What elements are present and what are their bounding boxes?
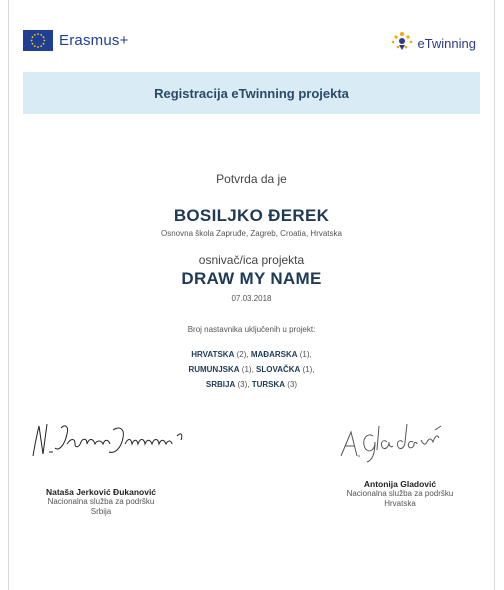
signer-right-name: Antonija Gladović	[363, 479, 437, 489]
signer-left-name: Nataša Jerković Đukanović	[45, 487, 157, 497]
project-date: 07.03.2018	[231, 294, 272, 303]
etwinning-star-icon	[389, 30, 415, 57]
signature-right	[337, 416, 457, 466]
erasmus-wordmark: Erasmus+	[59, 32, 129, 49]
country-list	[9, 347, 494, 392]
country-name: SRBIJA	[205, 380, 236, 389]
signature-left	[27, 418, 207, 464]
etwinning-wordmark: eTwinning	[417, 36, 476, 51]
signer-right-country: Hrvatska	[384, 499, 416, 508]
country-count: (1),	[302, 365, 315, 374]
title-banner	[23, 72, 480, 114]
signer-right-org: Nacionalna služba za podršku	[346, 489, 454, 498]
country-count: (2),	[236, 350, 249, 359]
country-count: (1),	[241, 365, 254, 374]
country-count: (3),	[237, 380, 250, 389]
header	[9, 0, 494, 68]
signer-left-country: Srbija	[90, 507, 112, 516]
etwinning-logo	[389, 30, 476, 57]
country-name: RUMUNJSKA	[188, 365, 240, 374]
country-row	[9, 377, 494, 392]
country-name: SLOVAČKA	[256, 365, 301, 374]
recipient-name: BOSILJKO ĐEREK	[173, 206, 330, 225]
country-row	[9, 347, 494, 362]
country-name: TURSKA	[251, 380, 286, 389]
confirm-text: Potvrda da je	[216, 172, 287, 186]
role-text: osnivač/ica projekta	[198, 253, 305, 267]
country-count: (3)	[287, 380, 298, 389]
country-row	[9, 362, 494, 377]
eu-flag-icon	[23, 30, 53, 51]
teachers-label: Broj nastavnika uključenih u projekt:	[187, 325, 316, 334]
certificate-page	[8, 0, 495, 590]
recipient-school: Osnovna škola Zapruđe, Zagreb, Croatia, Hrvatska	[161, 229, 342, 238]
signer-left	[21, 487, 181, 517]
signer-left-org: Nacionalna služba za podršku	[47, 497, 155, 506]
project-name: DRAW MY NAME	[181, 269, 322, 288]
banner-title: Registracija eTwinning projekta	[154, 85, 349, 101]
erasmus-logo	[23, 30, 129, 51]
country-name: HRVATSKA	[191, 350, 235, 359]
signer-right	[325, 479, 475, 509]
country-name: MAĐARSKA	[250, 350, 298, 359]
country-count: (1),	[299, 350, 312, 359]
